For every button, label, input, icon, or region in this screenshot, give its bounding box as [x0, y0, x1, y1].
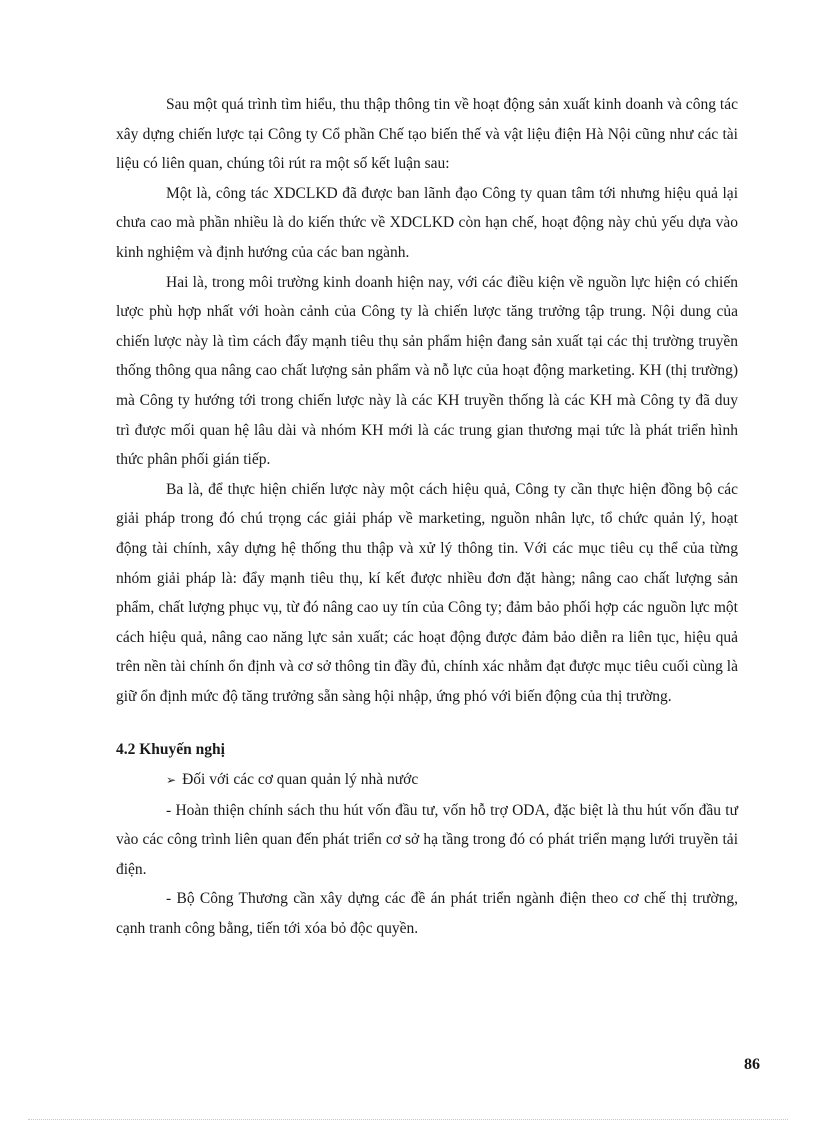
paragraph-conclusion-2: Hai là, trong môi trường kinh doanh hiện nay, với các điều kiện về nguồn lực hiện có chiến lược phù hợp nhất với hoàn cảnh của Công ty là chiến lược tăng trưởng tập trung. Nội dung của chiến lược này là tìm cách đẩy mạnh tiêu thụ sản phẩm hiện đang sản xuất tại các thị trường truyền thống thông qua nâng cao chất lượng sản phẩm và nỗ lực của hoạt động marketing. KH (thị trường) mà Công ty hướng tới trong chiến lược này là các KH truyền thống là các KH mà Công ty đã duy trì được mối quan hệ lâu dài và nhóm KH mới là các trung gian thương mại tức là phát triển hình thức phân phối gián tiếp.: [116, 273, 738, 469]
recommendation-item-1: - Hoàn thiện chính sách thu hút vốn đầu tư, vốn hỗ trợ ODA, đặc biệt là thu hút vốn đầu tư vào các công trình liên quan đến phát triển cơ sở hạ tầng trong đó có phát triển mạng lưới truyền tải điện.: [116, 801, 738, 878]
bullet-item: [116, 765, 738, 796]
paragraph-conclusion-1: Một là, công tác XDCLKD đã được ban lãnh đạo Công ty quan tâm tới nhưng hiệu quả lại chưa cao mà phần nhiều là do kiến thức về XDCLKD còn hạn chế, hoạt động này chủ yếu dựa vào kinh nghiệm và định hướng của các ban ngành.: [116, 184, 738, 261]
arrow-bullet-icon: ➢: [166, 773, 177, 788]
recommendation-item-2: - Bộ Công Thương cần xây dựng các đề án phát triển ngành điện theo cơ chế thị trường, cạnh tranh công bằng, tiến tới xóa bỏ độc quyền.: [116, 890, 738, 938]
paragraph-conclusion-3: Ba là, để thực hiện chiến lược này một cách hiệu quả, Công ty cần thực hiện đồng bộ các giải pháp trong đó chú trọng các giải pháp về marketing, nguồn nhân lực, tổ chức quản lý, hoạt động tài chính, xây dựng hệ thống thu thập và xử lý thông tin. Với các mục tiêu cụ thể của từng nhóm giải pháp là: đẩy mạnh tiêu thụ, kí kết được nhiều đơn đặt hàng; nâng cao chất lượng sản phẩm, chất lượng phục vụ, từ đó nâng cao uy tín của Công ty; đảm bảo phối hợp các nguồn lực một cách hiệu quả, nâng cao năng lực sản xuất; các hoạt động được đảm bảo diễn ra liên tục, hiệu quả trên nền tài chính ổn định và cơ sở thông tin đầy đủ, chính xác nhằm đạt được mục tiêu cuối cùng là giữ ổn định mức độ tăng trưởng sẵn sàng hội nhập, ứng phó với biến động của thị trường.: [116, 480, 738, 705]
page-number: 86: [744, 1056, 760, 1073]
page-content: [116, 90, 738, 944]
bullet-text: Đối với các cơ quan quản lý nhà nước: [182, 771, 419, 789]
footer-divider: [28, 1119, 788, 1120]
section-heading: 4.2 Khuyến nghị: [116, 741, 225, 759]
paragraph-intro: Sau một quá trình tìm hiểu, thu thập thông tin về hoạt động sản xuất kinh doanh và công tác xây dựng chiến lược tại Công ty Cổ phần Chế tạo biến thế và vật liệu điện Hà Nội cũng như các tài liệu có liên quan, chúng tôi rút ra một số kết luận sau:: [116, 96, 738, 173]
